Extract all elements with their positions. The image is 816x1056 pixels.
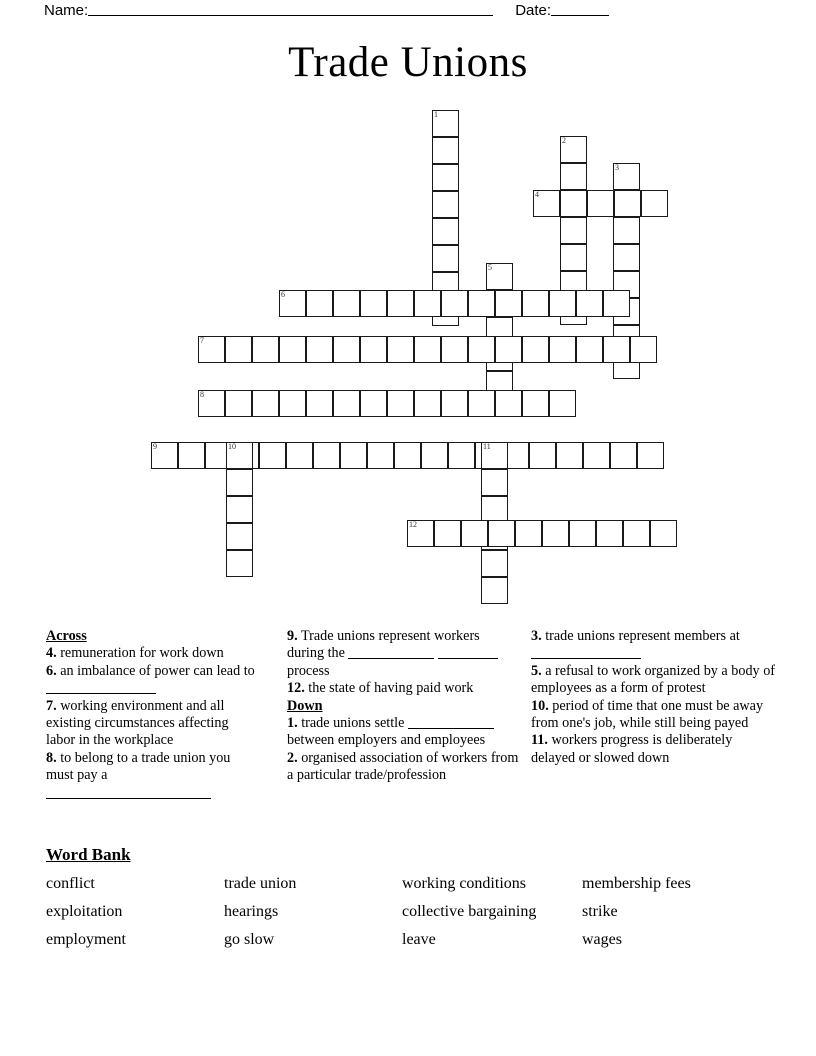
crossword-cell[interactable] (279, 336, 306, 363)
crossword-cell-number: 8 (200, 390, 204, 399)
clue-down-10 (531, 698, 776, 733)
crossword-cell-number: 1 (434, 110, 438, 119)
clue-across-9 (287, 628, 519, 680)
crossword-cell[interactable] (637, 442, 664, 469)
crossword-cell[interactable] (481, 550, 508, 577)
crossword-cell[interactable] (407, 520, 434, 547)
clue-number: 8. (46, 749, 57, 766)
crossword-cell[interactable] (468, 336, 495, 363)
crossword-cell[interactable] (178, 442, 205, 469)
clue-text-2: between employers and employees (287, 732, 486, 749)
name-date-bar (0, 0, 816, 28)
crossword-cell[interactable] (226, 469, 253, 496)
clues-column-3 (531, 628, 776, 767)
crossword-cell[interactable] (441, 336, 468, 363)
date-write-in-line[interactable] (551, 2, 609, 16)
crossword-cell[interactable] (529, 442, 556, 469)
crossword-cell[interactable] (495, 290, 522, 317)
crossword-cell[interactable] (198, 390, 225, 417)
clue-blank (348, 646, 434, 659)
crossword-cell[interactable] (226, 523, 253, 550)
word-bank-item: trade union (224, 875, 297, 892)
crossword-cell[interactable] (286, 442, 313, 469)
clue-number: 6. (46, 662, 57, 679)
word-bank-item: employment (46, 931, 126, 948)
crossword-cell[interactable] (495, 390, 522, 417)
crossword-cell[interactable] (596, 520, 623, 547)
word-bank-row (46, 931, 786, 949)
crossword-cell-number: 3 (615, 163, 619, 172)
crossword-cell[interactable] (560, 136, 587, 163)
clue-blank (408, 716, 494, 729)
clue-text-2: process (287, 662, 330, 679)
clue-text: to belong to a trade union you must pay a (46, 749, 231, 784)
crossword-cell[interactable] (333, 336, 360, 363)
clue-number: 3. (531, 628, 542, 644)
crossword-grid (0, 100, 816, 600)
crossword-cell[interactable] (650, 520, 677, 547)
crossword-cell[interactable] (556, 442, 583, 469)
crossword-cell[interactable] (414, 290, 441, 317)
crossword-cell[interactable] (583, 442, 610, 469)
word-bank-item: exploitation (46, 903, 123, 920)
crossword-cell[interactable] (623, 520, 650, 547)
word-bank-item: strike (582, 903, 618, 920)
word-bank-row (46, 875, 786, 893)
crossword-cell[interactable] (488, 520, 515, 547)
clue-down-3 (531, 628, 776, 663)
crossword-cell[interactable] (225, 390, 252, 417)
clue-blank (531, 646, 641, 659)
crossword-cell[interactable] (603, 336, 630, 363)
crossword-cell[interactable] (560, 163, 587, 190)
clue-blank-2 (438, 646, 498, 659)
crossword-cell-number: 9 (153, 442, 157, 451)
clue-text: period of time that one must be away from one's job, while still being payed (531, 697, 764, 732)
crossword-cell[interactable] (522, 390, 549, 417)
crossword-cell[interactable] (448, 442, 475, 469)
crossword-cell-number: 7 (200, 336, 204, 345)
crossword-cell-number: 5 (488, 263, 492, 272)
word-bank-item: working conditions (402, 875, 526, 892)
crossword-cell[interactable] (549, 390, 576, 417)
crossword-cell[interactable] (333, 290, 360, 317)
crossword-cell[interactable] (481, 496, 508, 523)
clues-column-2 (287, 628, 519, 785)
crossword-cell[interactable] (549, 290, 576, 317)
clue-text: workers progress is deliberately delayed or slowed down (531, 732, 733, 766)
crossword-cell[interactable] (333, 390, 360, 417)
crossword-cell[interactable] (569, 520, 596, 547)
crossword-cell[interactable] (549, 336, 576, 363)
clue-text: organised association of workers from a particular trade/profession (287, 749, 519, 784)
crossword-cell[interactable] (198, 336, 225, 363)
crossword-cell[interactable] (522, 290, 549, 317)
crossword-cell[interactable] (306, 336, 333, 363)
crossword-cell-number: 11 (483, 442, 491, 451)
clue-blank (46, 681, 156, 694)
crossword-cell[interactable] (279, 390, 306, 417)
down-heading: Down (287, 697, 323, 714)
word-bank-item: wages (582, 931, 622, 948)
crossword-cell[interactable] (252, 336, 279, 363)
clue-across-6 (46, 663, 261, 698)
clue-text: the state of having paid work (308, 680, 474, 697)
crossword-cell[interactable] (394, 442, 421, 469)
clue-text: an imbalance of power can lead to (60, 662, 255, 679)
crossword-cell[interactable] (533, 190, 560, 217)
crossword-cell-number: 6 (281, 290, 285, 299)
crossword-cell[interactable] (468, 390, 495, 417)
word-bank-item: go slow (224, 931, 275, 948)
crossword-cell[interactable] (414, 390, 441, 417)
crossword-cell[interactable] (313, 442, 340, 469)
crossword-cell[interactable] (421, 442, 448, 469)
crossword-cell[interactable] (225, 336, 252, 363)
crossword-cell[interactable] (630, 336, 657, 363)
crossword-cell[interactable] (367, 442, 394, 469)
crossword-cell[interactable] (486, 263, 513, 290)
crossword-cell[interactable] (432, 110, 459, 137)
clue-down-11 (531, 732, 776, 767)
crossword-cell[interactable] (560, 217, 587, 244)
word-bank-item: leave (402, 931, 436, 948)
clue-blank (46, 786, 211, 799)
crossword-cell[interactable] (481, 577, 508, 604)
crossword-cell[interactable] (387, 290, 414, 317)
crossword-cell[interactable] (560, 244, 587, 271)
clue-number: 7. (46, 697, 57, 714)
clue-number: 4. (46, 645, 57, 662)
name-label: Name: (44, 2, 89, 19)
clue-number: 2. (287, 749, 298, 766)
clue-across-12 (287, 680, 519, 697)
crossword-cell[interactable] (306, 390, 333, 417)
clue-down-5 (531, 663, 776, 698)
crossword-cell-number: 12 (409, 520, 417, 529)
crossword-cell[interactable] (614, 190, 641, 217)
crossword-cell[interactable] (468, 290, 495, 317)
crossword-cell[interactable] (226, 496, 253, 523)
crossword-cell[interactable] (441, 290, 468, 317)
clues-section (0, 628, 816, 828)
crossword-cell[interactable] (432, 218, 459, 245)
word-bank-item: membership fees (582, 875, 691, 892)
crossword-cell[interactable] (387, 336, 414, 363)
crossword-cell[interactable] (560, 190, 587, 217)
page-title: Trade Unions (288, 39, 528, 86)
word-bank-row (46, 903, 786, 921)
clue-text: trade unions settle (301, 715, 405, 732)
crossword-cell[interactable] (414, 336, 441, 363)
word-bank-item: collective bargaining (402, 903, 537, 920)
across-heading: Across (46, 628, 87, 644)
crossword-cell[interactable] (432, 245, 459, 272)
clue-number: 9. (287, 628, 298, 644)
name-write-in-line[interactable] (88, 2, 493, 16)
crossword-cell[interactable] (434, 520, 461, 547)
crossword-cell[interactable] (226, 550, 253, 577)
clue-number: 12. (287, 680, 305, 697)
word-bank-item: conflict (46, 875, 95, 892)
clue-number: 1. (287, 715, 298, 732)
crossword-cell[interactable] (515, 520, 542, 547)
crossword-cell[interactable] (542, 520, 569, 547)
crossword-cell[interactable] (587, 190, 614, 217)
clues-column-1 (46, 628, 261, 802)
clue-number: 11. (531, 732, 548, 749)
crossword-cell[interactable] (576, 336, 603, 363)
clue-text: working environment and all existing circumstances affecting labor in the workplace (46, 697, 229, 749)
clue-down-1 (287, 715, 519, 750)
crossword-cell[interactable] (613, 217, 640, 244)
crossword-cell[interactable] (226, 442, 253, 469)
crossword-cell[interactable] (613, 244, 640, 271)
crossword-cell[interactable] (387, 390, 414, 417)
crossword-cell[interactable] (613, 163, 640, 190)
clue-across-4 (46, 645, 261, 662)
crossword-cell[interactable] (360, 290, 387, 317)
crossword-cell[interactable] (360, 390, 387, 417)
crossword-cell[interactable] (610, 442, 637, 469)
crossword-cell[interactable] (340, 442, 367, 469)
crossword-cell[interactable] (576, 290, 603, 317)
clue-across-7 (46, 698, 261, 750)
crossword-cell[interactable] (432, 137, 459, 164)
crossword-cell[interactable] (495, 336, 522, 363)
crossword-cell[interactable] (641, 190, 668, 217)
clue-text: a refusal to work organized by a body of employees as a form of protest (531, 662, 776, 697)
crossword-cell[interactable] (306, 290, 333, 317)
crossword-cell[interactable] (279, 290, 306, 317)
crossword-cell[interactable] (432, 164, 459, 191)
clue-down-2 (287, 750, 519, 785)
crossword-cell[interactable] (151, 442, 178, 469)
crossword-cell[interactable] (441, 390, 468, 417)
word-bank-item: hearings (224, 903, 279, 920)
date-label: Date: (515, 2, 552, 19)
crossword-cell[interactable] (461, 520, 488, 547)
clue-number: 10. (531, 697, 549, 714)
crossword-cell[interactable] (432, 191, 459, 218)
crossword-cell-number: 10 (228, 442, 236, 451)
clue-number: 5. (531, 662, 542, 679)
crossword-cell-number: 2 (562, 136, 566, 145)
crossword-cell[interactable] (360, 336, 387, 363)
crossword-cell[interactable] (481, 469, 508, 496)
crossword-cell[interactable] (481, 442, 508, 469)
word-bank (46, 845, 786, 959)
crossword-cell-number: 4 (535, 190, 539, 199)
word-bank-heading: Word Bank (46, 845, 131, 864)
crossword-cell[interactable] (603, 290, 630, 317)
clue-text: remuneration for work down (60, 645, 224, 662)
clue-text: Trade unions represent workers during the (287, 628, 480, 662)
crossword-cell[interactable] (522, 336, 549, 363)
clue-across-8 (46, 750, 261, 802)
crossword-cell[interactable] (252, 390, 279, 417)
crossword-cell[interactable] (259, 442, 286, 469)
clue-text: trade unions represent members at (545, 628, 740, 644)
